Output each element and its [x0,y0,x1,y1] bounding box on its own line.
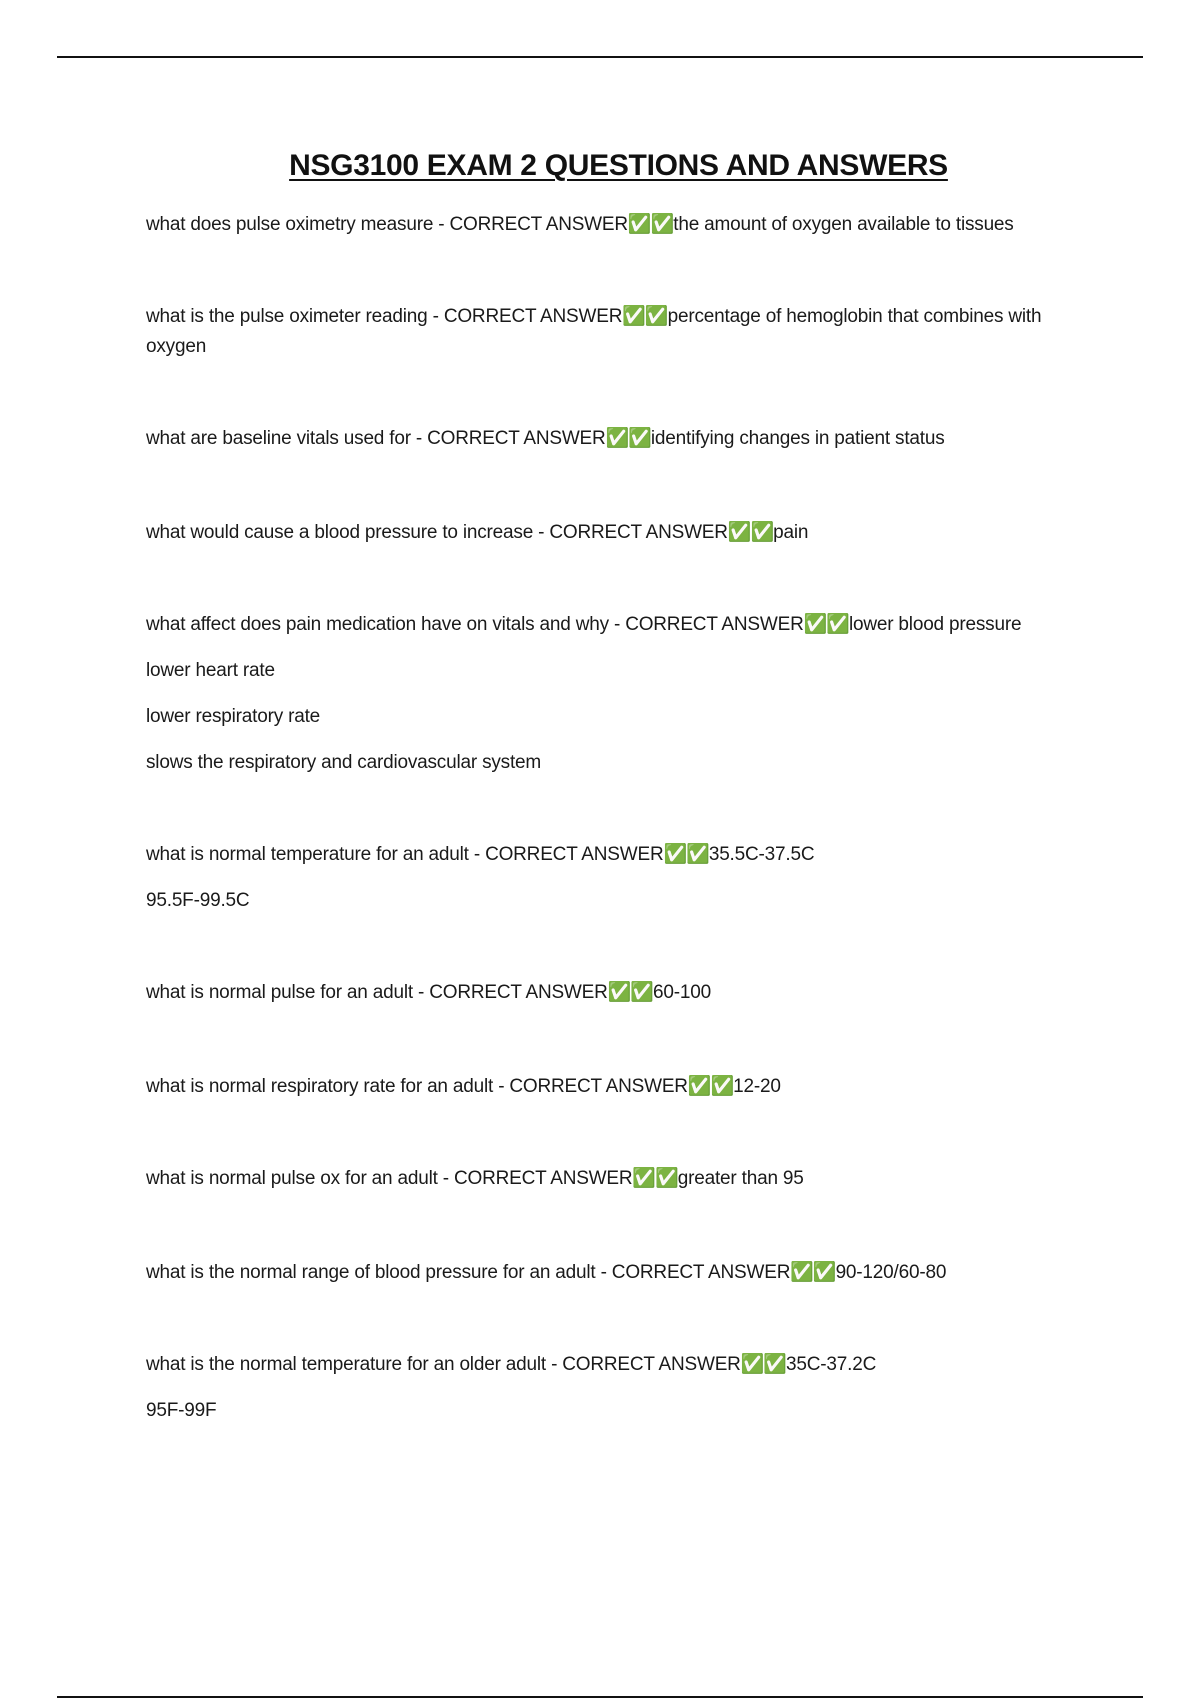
top-rule [57,56,1143,58]
question-text: what is the normal range of blood pressure for an adult [146,1262,596,1283]
answer-text: 35.5C-37.5C [708,844,815,865]
answer-text: 60-100 [653,982,711,1003]
question-text: what affect does pain medication have on vitals and why [146,614,609,635]
question-text: what does pulse oximetry measure [146,214,434,235]
qa-line [146,302,1091,362]
answer-continuation: slows the respiratory and cardiovascular system [146,752,542,773]
qa-line [146,840,1091,870]
check-marks-icon: ✅✅ [687,1076,734,1097]
qa-line [146,1164,1091,1194]
question-text: what is normal respiratory rate for an adult [146,1076,494,1097]
question-text: what would cause a blood pressure to increase [146,522,534,543]
answer-marker: - CORRECT ANSWER [600,1262,791,1283]
qa-item [146,302,1091,362]
answer-continuation: 95.5F-99.5C [146,890,250,911]
qa-line [146,1258,1091,1288]
answer-text: 35C-37.2C [786,1354,877,1375]
question-text: what are baseline vitals used for [146,428,411,449]
check-marks-icon: ✅✅ [790,1262,836,1283]
page-title: NSG3100 EXAM 2 QUESTIONS AND ANSWERS [289,149,948,182]
answer-text: percentage of hemoglobin that combines with oxygen [146,306,1042,357]
question-text: what is normal pulse for an adult [146,982,413,1003]
check-marks-icon: ✅✅ [632,1168,678,1189]
check-marks-icon: ✅✅ [803,614,849,635]
qa-list [146,210,1091,1426]
question-text: what is the pulse oximeter reading [146,306,428,327]
qa-line [146,1350,1091,1380]
qa-item [146,610,1091,778]
answer-continuation: 95F-99F [146,1400,217,1421]
answer-text: 12-20 [733,1076,781,1097]
qa-item [146,1072,1091,1102]
answer-marker: - CORRECT ANSWER [415,428,606,449]
answer-marker: - CORRECT ANSWER [473,844,664,865]
qa-item [146,840,1091,916]
check-marks-icon: ✅✅ [605,428,651,449]
qa-line [146,978,1091,1008]
answer-marker: - CORRECT ANSWER [551,1354,741,1375]
qa-item [146,1350,1091,1426]
qa-line [146,1072,1091,1102]
answer-marker: - CORRECT ANSWER [442,1168,633,1189]
question-text: what is the normal temperature for an older adult [146,1354,546,1375]
answer-text: 90-120/60-80 [835,1262,947,1283]
question-text: what is normal pulse ox for an adult [146,1168,438,1189]
qa-line [146,610,1091,640]
answer-marker: - CORRECT ANSWER [613,614,804,635]
qa-item [146,518,1091,548]
answer-marker: - CORRECT ANSWER [498,1076,688,1097]
qa-item [146,1164,1091,1194]
check-marks-icon: ✅✅ [740,1354,787,1375]
qa-line [146,210,1091,240]
qa-line [146,424,1091,454]
answer-marker: - CORRECT ANSWER [432,306,623,327]
check-marks-icon: ✅✅ [607,982,653,1003]
check-marks-icon: ✅✅ [727,522,774,543]
check-marks-icon: ✅✅ [663,844,709,865]
qa-line [146,518,1091,548]
answer-text: identifying changes in patient status [650,428,945,449]
check-marks-icon: ✅✅ [622,306,668,327]
answer-text: the amount of oxygen available to tissues [673,214,1014,235]
qa-item [146,210,1091,240]
check-marks-icon: ✅✅ [627,214,674,235]
answer-text: lower blood pressure [848,614,1022,635]
answer-continuation: lower respiratory rate [146,706,321,727]
answer-text: greater than 95 [677,1168,804,1189]
qa-item [146,1258,1091,1288]
question-text: what is normal temperature for an adult [146,844,469,865]
answer-marker: - CORRECT ANSWER [438,214,628,235]
bottom-rule [57,1696,1143,1698]
answer-marker: - CORRECT ANSWER [418,982,608,1003]
answer-continuation: lower heart rate [146,660,275,681]
qa-item [146,978,1091,1008]
qa-item [146,424,1091,454]
answer-text: pain [773,522,809,543]
answer-marker: - CORRECT ANSWER [538,522,728,543]
